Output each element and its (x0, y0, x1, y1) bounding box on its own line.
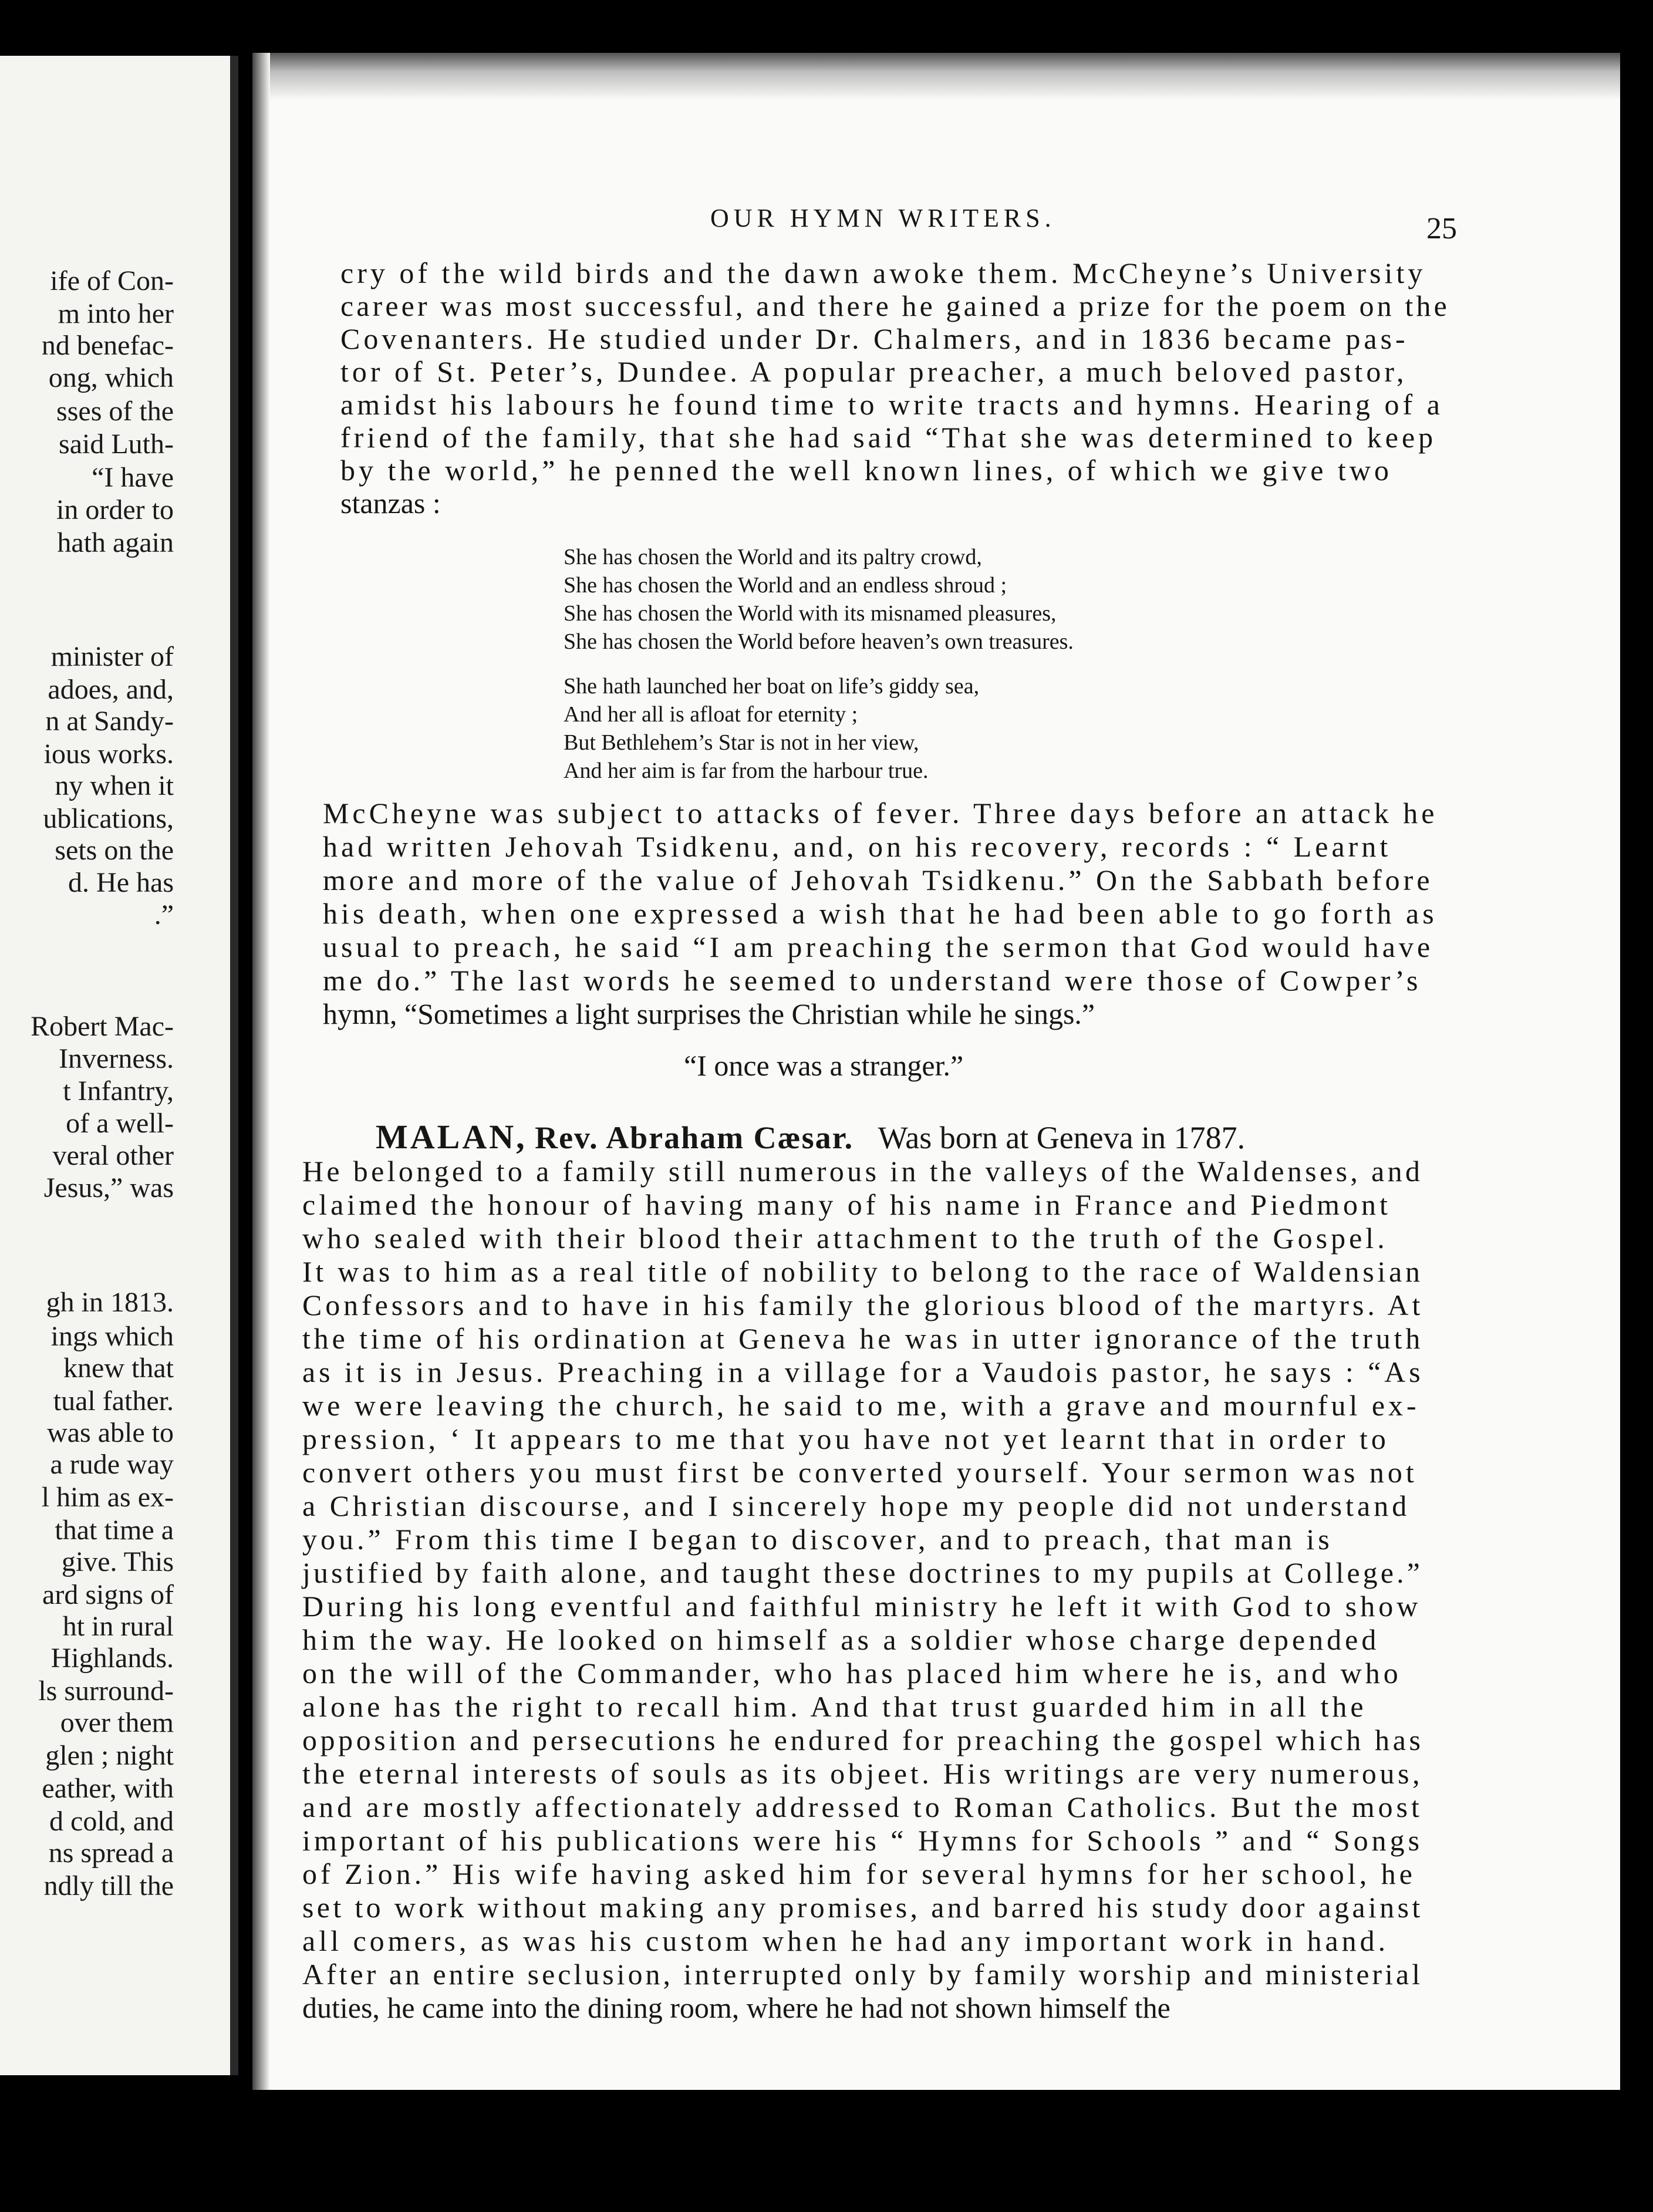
left-page-text-fragment: said Luth- (59, 429, 174, 460)
paragraph-line: of Zion.” His wife having asked him for several hymns for her school, he (302, 1857, 1416, 1890)
left-page-text-fragment: .” (154, 899, 174, 930)
left-page-text-fragment: gh in 1813. (46, 1287, 174, 1318)
paragraph-line: duties, he came into the dining room, where he had not shown himself the (302, 1991, 1170, 2024)
paragraph-line: you.” From this time I began to discover, and to preach, that man is (302, 1523, 1333, 1556)
left-page-text-fragment: Highlands. (50, 1643, 174, 1674)
hymn-first-line: “I once was a stranger.” (684, 1049, 964, 1082)
paragraph-line: claimed the honour of having many of his name in France and Piedmont (302, 1188, 1391, 1221)
left-page-text-fragment: Robert Mac- (31, 1011, 174, 1042)
left-page-text-fragment: n at Sandy- (45, 706, 174, 737)
left-page-text-fragment: veral other (52, 1140, 174, 1171)
left-page-text-fragment: ndly till the (43, 1870, 174, 1901)
paragraph-line: the time of his ordination at Geneva he was in utter ignorance of the truth (302, 1322, 1424, 1355)
paragraph-line: cry of the wild birds and the dawn awoke them. McCheyne’s University (340, 257, 1426, 289)
paragraph-line: the eternal interests of souls as its objeet. His writings are very numerous, (302, 1757, 1423, 1790)
paragraph-line: on the will of the Commander, who has placed him where he is, and who (302, 1657, 1402, 1690)
left-page-text-fragment: nd benefac- (41, 330, 174, 361)
running-header: OUR HYMN WRITERS. (710, 204, 1056, 232)
paragraph-line: we were leaving the church, he said to me, with a grave and mournful ex- (302, 1389, 1420, 1422)
malan-entry-heading (376, 1120, 1245, 1154)
left-page-text-fragment: ious works. (43, 739, 174, 770)
paragraph-line: convert others you must first be converted yourself. Your sermon was not (302, 1456, 1418, 1489)
paragraph-line: alone has the right to recall him. And that trust guarded him in all the (302, 1690, 1367, 1723)
paragraph-line: amidst his labours he found time to write tracts and hymns. Hearing of a (340, 388, 1443, 421)
paragraph-line: a Christian discourse, and I sincerely hope my people did not understand (302, 1489, 1411, 1522)
left-page-text-fragment: ublications, (43, 803, 174, 834)
paragraph-line: McCheyne was subject to attacks of fever. Three days before an attack he (323, 797, 1438, 830)
left-page-text-fragment: d cold, and (49, 1806, 174, 1837)
paragraph-line: Confessors and to have in his family the glorious blood of the martyrs. At (302, 1289, 1424, 1321)
right-page (252, 53, 1620, 2090)
left-page-text-fragment: hath again (57, 527, 174, 558)
paragraph-line: more and more of the value of Jehovah Tsidkenu.” On the Sabbath before (323, 864, 1433, 896)
paragraph-line: opposition and persecutions he endured for preaching the gospel which has (302, 1724, 1424, 1756)
paragraph-line: by the world,” he penned the well known lines, of which we give two (340, 454, 1392, 487)
left-page-text-fragment: m into her (58, 298, 174, 329)
paragraph-line: me do.” The last words he seemed to understand were those of Cowper’s (323, 964, 1422, 997)
paragraph-line: who sealed with their blood their attachment to the truth of the Gospel. (302, 1222, 1388, 1255)
paragraph-line: stanzas : (340, 487, 441, 520)
paragraph-line: tor of St. Peter’s, Dundee. A popular preacher, a much beloved pastor, (340, 355, 1408, 388)
left-page-text-fragment: in order to (56, 494, 174, 525)
paragraph-line: and are mostly affectionately addressed to Roman Catholics. But the most (302, 1790, 1423, 1823)
left-page-text-fragment: “I have (92, 462, 174, 493)
left-page-text-fragment: sets on the (55, 835, 174, 866)
left-page-text-fragment: Inverness. (59, 1043, 174, 1074)
left-page-text-fragment: ings which (50, 1321, 174, 1352)
page-number: 25 (1426, 212, 1457, 245)
left-page-text-fragment: eather, with (42, 1773, 174, 1804)
malan-full-title: Rev. Abraham Cæsar. (535, 1120, 854, 1155)
poem-line: She has chosen the World before heaven’s own treasures. (564, 629, 1074, 654)
left-page-text-fragment: Jesus,” was (43, 1172, 174, 1203)
paragraph-line: After an entire seclusion, interrupted only by family worship and ministerial (302, 1958, 1423, 1991)
left-page-text-fragment: that time a (55, 1515, 174, 1546)
malan-birth-line: Was born at Geneva in 1787. (878, 1120, 1246, 1155)
left-page-text-fragment: ong, which (48, 362, 174, 393)
paragraph-line: justified by faith alone, and taught these doctrines to my pupils at College.” (302, 1556, 1423, 1589)
left-page-text-fragment: ny when it (55, 770, 174, 801)
paragraph-line: as it is in Jesus. Preaching in a village for a Vaudois pastor, he says : “As (302, 1355, 1424, 1388)
poem-line: But Bethlehem’s Star is not in her view, (564, 730, 919, 755)
paragraph-line: important of his publications were his “ Hymns for Schools ” and “ Songs (302, 1824, 1423, 1857)
paragraph-line: all comers, as was his custom when he had any important work in hand. (302, 1924, 1389, 1957)
left-page (0, 56, 238, 2075)
poem-line: And her aim is far from the harbour true. (564, 758, 929, 783)
paragraph-line: career was most successful, and there he gained a prize for the poem on the (340, 289, 1450, 322)
left-page-text-fragment: ard signs of (42, 1579, 174, 1610)
left-page-text-fragment: glen ; night (45, 1740, 174, 1771)
paragraph-line: him the way. He looked on himself as a soldier whose charge depended (302, 1623, 1380, 1656)
left-page-text-fragment: of a well- (66, 1108, 174, 1139)
poem-line: She hath launched her boat on life’s giddy sea, (564, 674, 980, 699)
malan-surname: MALAN, (376, 1118, 527, 1156)
left-page-text-fragment: ht in rural (62, 1611, 174, 1642)
left-page-text-fragment: adoes, and, (48, 674, 174, 705)
page-top-shadow (252, 53, 1620, 100)
paragraph-line: had written Jehovah Tsidkenu, and, on his recovery, records : “ Learnt (323, 830, 1392, 863)
paragraph-line: pression, ‘ It appears to me that you have not yet learnt that in order to (302, 1422, 1389, 1455)
poem-line: She has chosen the World and its paltry crowd, (564, 545, 982, 569)
paragraph-line: During his long eventful and faithful ministry he left it with God to show (302, 1590, 1422, 1623)
paragraph-line: friend of the family, that she had said “That she was determined to keep (340, 421, 1437, 454)
poem-line: And her all is afloat for eternity ; (564, 702, 858, 727)
page-gutter-shadow (252, 53, 270, 2090)
left-page-text-fragment: ns spread a (48, 1837, 174, 1869)
paragraph-line: hymn, “Sometimes a light surprises the Christian while he sings.” (323, 997, 1095, 1030)
left-page-text-fragment: ls surround- (38, 1675, 174, 1707)
paragraph-line: usual to preach, he said “I am preaching the sermon that God would have (323, 930, 1434, 963)
left-page-text-fragment: ife of Con- (50, 265, 174, 296)
left-page-text-fragment: minister of (50, 641, 174, 672)
left-page-text-fragment: d. He has (68, 867, 174, 898)
left-page-text-fragment: l him as ex- (41, 1482, 174, 1513)
paragraph-line: his death, when one expressed a wish that he had been able to go forth as (323, 897, 1438, 930)
paragraph-line: It was to him as a real title of nobility to belong to the race of Waldensian (302, 1255, 1423, 1288)
left-page-text-fragment: a rude way (50, 1449, 174, 1480)
poem-line: She has chosen the World with its misnamed pleasures, (564, 601, 1057, 626)
poem-line: She has chosen the World and an endless shroud ; (564, 573, 1007, 598)
left-page-text-fragment: sses of the (56, 396, 174, 427)
left-page-text-fragment: over them (60, 1707, 174, 1738)
paragraph-line: He belonged to a family still numerous in the valleys of the Waldenses, and (302, 1155, 1423, 1188)
left-page-text-fragment: t Infantry, (63, 1075, 174, 1107)
paragraph-line: set to work without making any promises, and barred his study door against (302, 1891, 1423, 1924)
left-page-text-fragment: knew that (63, 1353, 174, 1384)
left-page-text-fragment: was able to (47, 1417, 174, 1448)
paragraph-line: Covenanters. He studied under Dr. Chalmers, and in 1836 became pas- (340, 322, 1409, 355)
left-page-text-fragment: tual father. (53, 1385, 174, 1417)
left-page-text-fragment: give. This (61, 1546, 174, 1577)
